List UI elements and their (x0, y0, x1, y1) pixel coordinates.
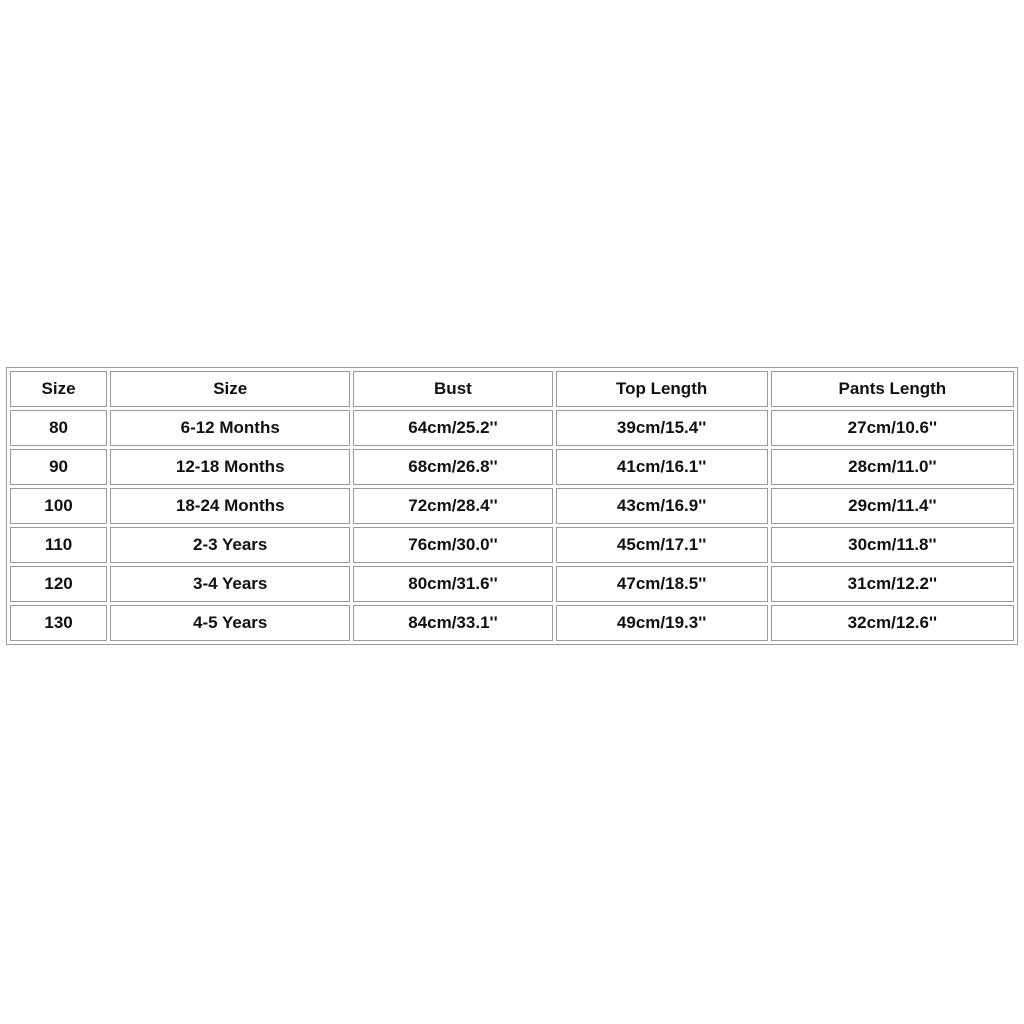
cell-age: 18-24 Months (110, 488, 350, 524)
table-row (10, 449, 1014, 485)
header-cell-bust: Bust (353, 371, 552, 407)
cell-pants-length: 29cm/11.4'' (771, 488, 1014, 524)
cell-age: 2-3 Years (110, 527, 350, 563)
cell-pants-length: 31cm/12.2'' (771, 566, 1014, 602)
cell-pants-length: 28cm/11.0'' (771, 449, 1014, 485)
cell-bust: 72cm/28.4'' (353, 488, 552, 524)
cell-bust: 76cm/30.0'' (353, 527, 552, 563)
cell-top-length: 45cm/17.1'' (556, 527, 768, 563)
cell-bust: 80cm/31.6'' (353, 566, 552, 602)
header-cell-age-size: Size (110, 371, 350, 407)
table-row (10, 410, 1014, 446)
cell-pants-length: 32cm/12.6'' (771, 605, 1014, 641)
cell-top-length: 47cm/18.5'' (556, 566, 768, 602)
table-header-row (10, 371, 1014, 407)
cell-top-length: 39cm/15.4'' (556, 410, 768, 446)
header-cell-pants-length: Pants Length (771, 371, 1014, 407)
size-chart-table (6, 367, 1018, 645)
cell-top-length: 41cm/16.1'' (556, 449, 768, 485)
cell-age: 3-4 Years (110, 566, 350, 602)
cell-bust: 84cm/33.1'' (353, 605, 552, 641)
cell-top-length: 43cm/16.9'' (556, 488, 768, 524)
cell-age: 12-18 Months (110, 449, 350, 485)
cell-size: 90 (10, 449, 107, 485)
cell-size: 80 (10, 410, 107, 446)
cell-top-length: 49cm/19.3'' (556, 605, 768, 641)
table-row (10, 566, 1014, 602)
table-row (10, 527, 1014, 563)
cell-pants-length: 27cm/10.6'' (771, 410, 1014, 446)
header-cell-top-length: Top Length (556, 371, 768, 407)
cell-size: 130 (10, 605, 107, 641)
table-row (10, 488, 1014, 524)
cell-age: 4-5 Years (110, 605, 350, 641)
cell-age: 6-12 Months (110, 410, 350, 446)
cell-bust: 64cm/25.2'' (353, 410, 552, 446)
cell-pants-length: 30cm/11.8'' (771, 527, 1014, 563)
header-cell-size: Size (10, 371, 107, 407)
table-row (10, 605, 1014, 641)
cell-bust: 68cm/26.8'' (353, 449, 552, 485)
cell-size: 120 (10, 566, 107, 602)
cell-size: 110 (10, 527, 107, 563)
cell-size: 100 (10, 488, 107, 524)
